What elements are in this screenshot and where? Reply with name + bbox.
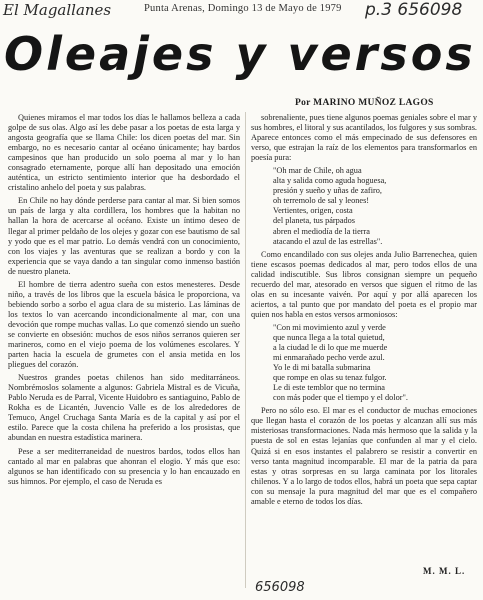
masthead (0, 0, 483, 22)
paragraph: Pese a ser mediterraneidad de nuestros bardos, todos ellos han cantado al mar en palabras que ahonran el elogio. Y más que eso: algunos se han identificado con su presencia y lo han encauzado en sus himnos. Por ejemplo, el caso de Neruda es (8, 446, 240, 486)
poem-quote: "Con mi movimiento azul y verde que nunca llega a la total quietud, a la ciudad le di lo que me muerde mi enmarañado pecho verde azul. Yo le di mi batalla submarina que rompe en olas su tenaz fulgor. Le di este temblor que no termina con más poder que el tiempo y el dolor". (273, 322, 408, 403)
paragraph: El hombre de tierra adentro sueña con estos menesteres. Desde niño, a través de los libros que la escuela básica le proporciona, va bebiendo sorbo a sorbo el agua clara de su misterio. Las láminas de los textos lo van acercando incondicionalmente al mar, con una devoción que rompe muchas vallas. Lo que comenzó siendo un sueño se convierte en obsesión: muchos de esos niños serranos quieren ser marineros, como en el viejo poema de los volúmenes escolares. Y parten hacia la escuela de grumetes con el ansia metida en los pliegues del corazón. (8, 279, 240, 370)
paragraph: Nuestros grandes poetas chilenos han sido meditarráneos. Nombrémoslos solamente a algunos: Gabriela Mistral es de Vicuña, Pablo Neruda es de Parral, Vicente Huidobro es santiaguino, Pablo de Rokha es de Licantén, Juvencio Valle es de los alrededores de Temuco, Angel Cruchaga Santa María es de la capital y así por el estilo. Parece que la costa chilena ha preferido a los prosistas, que abundan en nuestra estadística marinera. (8, 373, 240, 443)
poem-quote: "Oh mar de Chile, oh agua alta y salida como aguda hoguesa, presión y sueño y uñas de zafiro, oh terremolo de sal y leones! Vertientes, origen, costa del planeta, tus párpados abren el mediodía de la tierra atacando el azul de las estrellas". (273, 166, 387, 246)
dateline: Punta Arenas, Domingo 13 de Mayo de 1979 (144, 3, 342, 14)
newspaper-name: El Magallanes (3, 1, 112, 19)
right-column (251, 113, 477, 590)
archive-number: p.3 656098 (365, 0, 463, 20)
paragraph: En Chile no hay dónde perderse para cantar al mar. Si bien somos un país de larga y alta cordillera, los hombres que la habitan no hallan la hora de acercarse al océano. Existe un íntimo deseo de llegar al primer peldaño de los olejes y gozar con ese bautismo de sal y yodo que es el mar patrio. Lo demás vendrá con un conocimiento, con los viajes y las aventuras que se realizan a bordo y con la experiencia que se vaya dando a tan singular como inmenso bastión de nuestro planeta. (8, 196, 240, 276)
author-initials: M. M. L. (423, 566, 466, 576)
paragraph: Quienes miramos el mar todos los días le hallamos belleza a cada golpe de sus olas. Algo así les debe pasar a los poetas de esta larga y angosta geografía que se llama Chile: los dicen poetas del mar. Sin embargo, no es necesario cantar al océano únicamente; hay bardos campesinos que han producido un solo poema al mar y lo han consagrado eternamente, porque allí han depositado una emoción auténtica, un estricto sentimiento interior que ha desbordado el cristalino anhelo del poeta y sus palabras. (8, 113, 240, 193)
footer-archive-number: 656098 (255, 580, 305, 595)
paragraph: sobrenaliente, pues tiene algunos poemas geniales sobre el mar y sus hombres, el litoral y sus acantilados, los fulgores y sus sombras. Aparece entonces como el más empecinado de sus defensores en verso, que estrajan la raíz de los elementos para transformarlos en poesía pura: (251, 113, 477, 163)
article-byline: Por MARINO MUÑOZ LAGOS (295, 98, 434, 108)
column-divider (245, 112, 246, 588)
paragraph: Como encandilado con sus olejes anda Julio Barrenechea, quien tiene escasos poemas dedicados al mar, pero todos ellos de una calidad indiscutible. Sus libros consignan siempre un pequeño recuerdo del mar, atesorado en versos que siguen el ritmo de las olas en su incesante vaivén. Por aquí y por allá aparecen los aciertos, a tal punto que por mandato del poeta es el propio mar quien nos habla en estos versos armoniosos: (251, 249, 477, 319)
article-title: Oleajes y versos (4, 27, 476, 81)
left-column (8, 113, 240, 590)
paragraph: Pero no sólo eso. El mar es el conductor de muchas emociones que llegan hasta el corazón de los poetas y alcanzan allí sus más misteriosas transformaciones. Nada más hermoso que la salida y la puesta de sol en estas lejanías que confunden al mar y el cielo. Quizá si en esos instantes el palabrero se resistir a convertir en verso tanta magnitud incomparable. El mar de la patria da para estas y otras sorpresas en su larga caminata por los litorales chilenos. Y a lo largo de todos ellos, habrá un poeta que sepa captar con su mensaje la pura magnitud del mar que es el compañero amable e eterno de todos los días. (251, 406, 477, 506)
